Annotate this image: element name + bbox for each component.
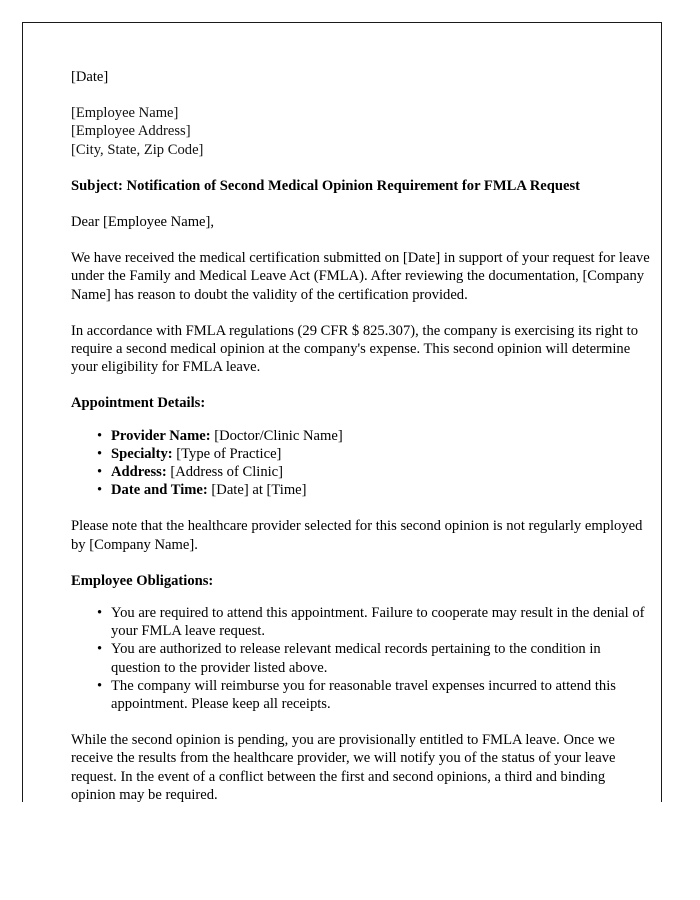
date-field: [Date] xyxy=(71,69,109,85)
paragraph-regulations: In accordance with FMLA regulations (29 CFR $ 825.307), the company is exercising its right to require a second medical opinion at the company's expense. This second opinion will determine your eligibility for FMLA leave. xyxy=(71,322,639,376)
list-item: • You are required to attend this appointment. Failure to cooperate may result in the denial of your FMLA leave request. xyxy=(111,604,651,640)
list-item: • You are authorized to release relevant medical records pertaining to the condition in question to the provider listed above. xyxy=(111,640,651,676)
appointment-datetime-label: Date and Time: xyxy=(111,482,208,499)
appointment-specialty-value: [Type of Practice] xyxy=(176,445,282,462)
paragraph-provider-note: Please note that the healthcare provider selected for this second opinion is not regularly employed by [Company Name]. xyxy=(71,518,643,553)
document-content xyxy=(71,68,651,822)
salutation: Dear [Employee Name], xyxy=(71,214,215,231)
recipient-address-block xyxy=(71,104,651,159)
appointment-specialty-label: Specialty: xyxy=(111,445,173,462)
employee-obligations-heading: Employee Obligations: xyxy=(71,572,214,589)
list-item xyxy=(111,481,651,499)
appointment-address-label: Address: xyxy=(111,464,167,481)
list-item: • The company will reimburse you for reasonable travel expenses incurred to attend this appointment. Please keep all receipts. xyxy=(111,677,651,713)
document-page-border xyxy=(22,22,662,802)
subject-line: Subject: Notification of Second Medical Opinion Requirement for FMLA Request xyxy=(71,177,580,194)
recipient-address: [Employee Address] xyxy=(71,123,191,140)
paragraph-pending-status: While the second opinion is pending, you are provisionally entitled to FMLA leave. Once we receive the results from the healthcare provider, we will notify you of the status of your leave request. In the event of a conflict between the first and second opinions, a third and binding opinion may be required. xyxy=(71,732,616,803)
list-item xyxy=(111,427,651,445)
list-item xyxy=(111,463,651,481)
employee-obligations-list xyxy=(71,604,651,713)
appointment-details-heading: Appointment Details: xyxy=(71,395,206,412)
appointment-details-list xyxy=(71,427,651,500)
appointment-provider-value: [Doctor/Clinic Name] xyxy=(214,427,343,444)
recipient-city-state-zip: [City, State, Zip Code] xyxy=(71,141,204,158)
appointment-provider-label: Provider Name: xyxy=(111,427,211,444)
paragraph-certification-received: We have received the medical certification submitted on [Date] in support of your request for leave under the Family and Medical Leave Act (FMLA). After reviewing the documentation, [Company Name] has reason to doubt the validity of the certification provided. xyxy=(71,250,650,303)
recipient-name: [Employee Name] xyxy=(71,105,179,122)
appointment-address-value: [Address of Clinic] xyxy=(170,464,284,481)
list-item xyxy=(111,445,651,463)
appointment-datetime-value: [Date] at [Time] xyxy=(211,482,307,499)
